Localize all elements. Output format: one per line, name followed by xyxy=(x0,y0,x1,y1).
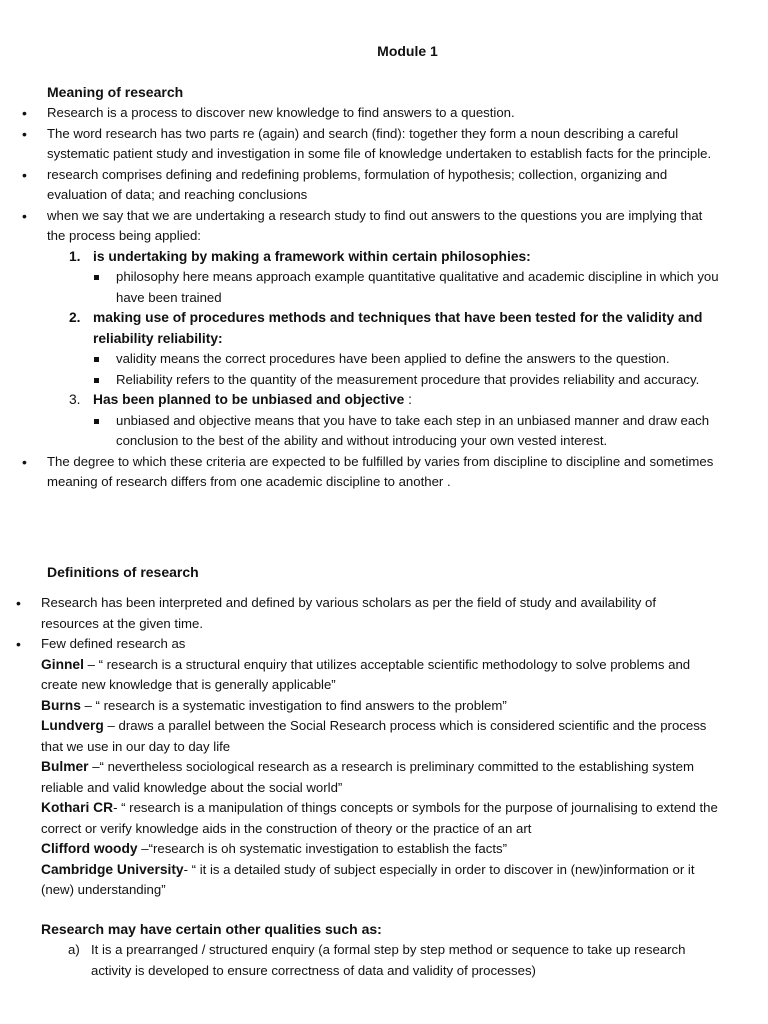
list-item: • The degree to which these criteria are expected to be fulfilled by varies from discipline to discipline and sometimes meaning of research differs from one academic discipline to another . xyxy=(0,452,719,493)
definition-entry xyxy=(0,696,721,717)
definition-entry xyxy=(0,860,721,901)
definition-author: Bulmer xyxy=(41,759,89,774)
item-number: 2. xyxy=(69,310,81,325)
definitions-list xyxy=(0,593,768,901)
definition-text: - “ research is a manipulation of things concepts or symbols for the purpose of journalising to extend the correct or verify knowledge aids in the construction of theory or the practice of an art xyxy=(41,800,718,836)
item-suffix: : xyxy=(404,392,412,407)
definition-author: Clifford woody xyxy=(41,841,138,856)
definition-entry xyxy=(0,839,721,860)
numbered-item xyxy=(0,308,728,349)
page-title: Module 1 xyxy=(377,43,438,59)
section-heading-definitions: Definitions of research xyxy=(47,564,199,580)
definition-author: Cambridge University xyxy=(41,861,184,877)
numbered-item xyxy=(0,247,728,268)
item-number: 3. xyxy=(69,392,81,407)
item-number: 1. xyxy=(69,248,81,264)
lettered-item xyxy=(0,940,691,981)
item-text: making use of procedures methods and techniques that have been tested for the validity and reliability reliability: xyxy=(93,310,703,346)
definition-entry xyxy=(0,757,721,798)
list-item: • Research has been interpreted and defined by various scholars as per the field of study and availability of resources at the given time. xyxy=(0,593,707,634)
definition-text: – draws a parallel between the Social Research process which is considered scientific and the process that we use in our day to day life xyxy=(41,718,707,754)
item-text: It is a prearranged / structured enquiry (a formal step by step method or sequence to take up research activity is developed to ensure correctness of data and validity of processes) xyxy=(91,942,686,978)
definition-author: Burns xyxy=(41,697,81,713)
sub-list-item: philosophy here means approach example quantitative qualitative and academic discipline in which you have been trained xyxy=(0,267,724,308)
definition-author: Ginnel xyxy=(41,656,84,672)
definition-text: – “ research is a structural enquiry that utilizes acceptable scientific methodology to solve problems and create new knowledge that is generally applicable” xyxy=(41,656,691,692)
definition-entry xyxy=(0,716,721,757)
item-text: Has been planned to be unbiased and objective xyxy=(93,392,405,407)
qualities-list xyxy=(0,940,768,981)
section-heading-meaning: Meaning of research xyxy=(47,84,184,100)
definition-entry xyxy=(0,655,721,696)
list-item: • research comprises defining and redefining problems, formulation of hypothesis; collection, organizing and evaluation of data; and reaching conclusions xyxy=(0,165,719,206)
section-heading-qualities: Research may have certain other qualities such as: xyxy=(41,921,382,937)
sub-list-item: validity means the correct procedures have been applied to define the answers to the question. xyxy=(0,349,724,370)
definition-entry xyxy=(0,798,721,839)
definition-author: Lundverg xyxy=(41,718,104,733)
definition-text: - “ it is a detailed study of subject especially in order to discover in (new)information or it (new) understanding” xyxy=(41,861,695,897)
definition-text: – “ research is a systematic investigation to find answers to the problem” xyxy=(80,697,507,713)
sub-list-item: unbiased and objective means that you have to take each step in an unbiased manner and draw each conclusion to the best of the ability and without introducing your own vested interest. xyxy=(0,411,724,452)
list-item: • when we say that we are undertaking a research study to find out answers to the questions you are implying that the process being applied: xyxy=(0,206,719,247)
definition-text: –“ nevertheless sociological research as a research is preliminary committed to the establishing system reliable and valid knowledge about the social world” xyxy=(41,759,694,795)
numbered-item xyxy=(0,390,728,411)
item-text: is undertaking by making a framework within certain philosophies: xyxy=(93,248,531,264)
sub-list-item: Reliability refers to the quantity of the measurement procedure that provides reliability and accuracy. xyxy=(0,370,724,391)
definition-author: Kothari CR xyxy=(41,800,114,815)
meaning-list xyxy=(0,103,768,493)
definition-text: –“research is oh systematic investigation to establish the facts” xyxy=(137,841,507,856)
list-item: • Research is a process to discover new knowledge to find answers to a question. xyxy=(0,103,719,124)
list-item: • Few defined research as xyxy=(0,634,707,655)
list-item: • The word research has two parts re (again) and search (find): together they form a noun describing a careful systematic patient study and investigation in some file of knowledge undertaken to establish facts for the principle. xyxy=(0,124,719,165)
item-letter: a) xyxy=(68,942,80,957)
